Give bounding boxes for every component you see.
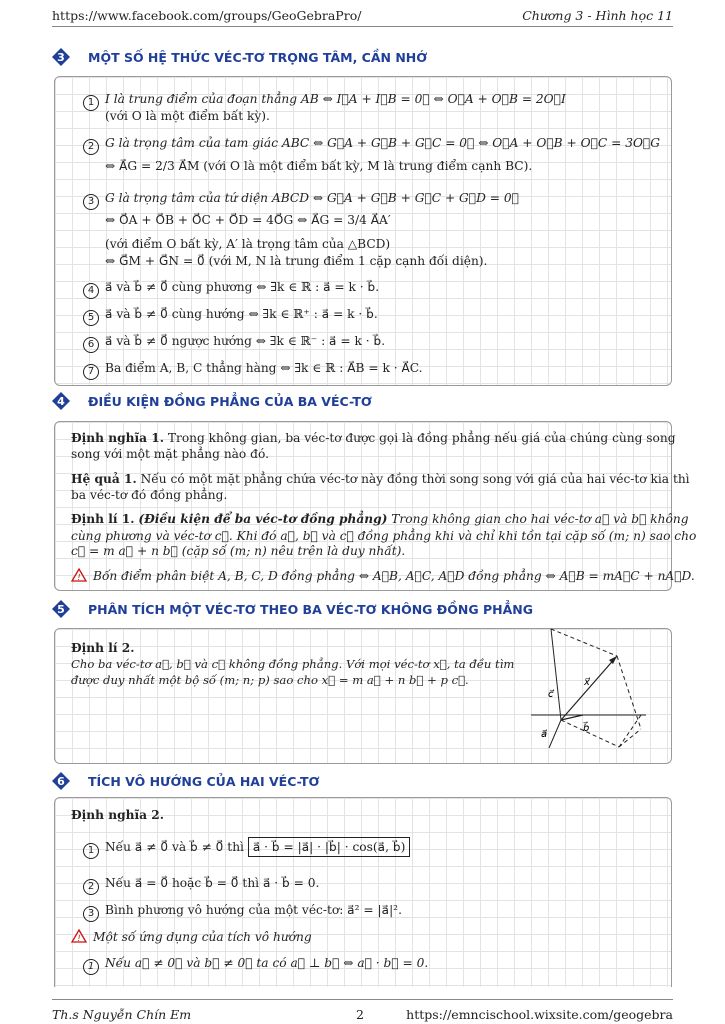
page-header <box>52 4 673 27</box>
dot-product-rule-3: 3 Bình phương vô hướng của một véc-tơ: a⃗² = |a⃗|². <box>83 903 402 922</box>
page-footer <box>52 999 673 1022</box>
warning-note: ! Bốn điểm phân biệt A, B, C, D đồng phẳng ⇔ A⃗B, A⃗C, A⃗D đồng phẳng ⇔ A⃗B = mA⃗C + nA⃗D. <box>71 568 695 583</box>
applications-note: ! Một số ứng dụng của tích vô hướng <box>71 929 312 944</box>
section-3-box <box>54 76 672 386</box>
definition-1-line2: song với một mặt phẳng nào đó. <box>71 447 269 461</box>
theorem-2-label: Định lí 2. <box>71 641 135 655</box>
svg-text:!: ! <box>77 573 81 582</box>
corollary-1: Hệ quả 1. Nếu có một mặt phẳng chứa véc-tơ này đồng thời song song với giá của hai véc-tơ kia thì <box>71 472 690 486</box>
header-url[interactable]: https://www.facebook.com/groups/GeoGebraPro/ <box>52 8 362 23</box>
dot-product-rule-2: 2 Nếu a⃗ = 0⃗ hoặc b⃗ = 0⃗ thì a⃗ · b⃗ = 0. <box>83 876 319 895</box>
section-6-box <box>54 797 672 987</box>
item-number: 7 <box>83 364 99 380</box>
theorem-1-line3: c⃗ = m a⃗ + n b⃗ (cặp số (m; n) nêu trên là duy nhất). <box>71 544 406 558</box>
x-arrowhead <box>609 656 617 664</box>
x-label: x⃗ <box>584 677 590 688</box>
corollary-1-line2: ba véc-tơ đó đồng phẳng. <box>71 488 228 502</box>
a-label: a⃗ <box>541 729 548 740</box>
item-6: 6 a⃗ và b⃗ ≠ 0⃗ ngược hướng ⇔ ∃k ∈ ℝ⁻ : a⃗ = k · b⃗. <box>83 334 385 353</box>
dot-product-formula-box: a⃗ · b⃗ = |a⃗| · |b⃗| · cos(a⃗, b⃗) <box>248 837 411 857</box>
b-label: b⃗ <box>583 723 590 734</box>
application-1: 1 Nếu a⃗ ≠ 0⃗ và b⃗ ≠ 0⃗ ta có a⃗ ⊥ b⃗ ⇔ a⃗ · b⃗ = 0. <box>83 956 428 975</box>
item-4: 4 a⃗ và b⃗ ≠ 0⃗ cùng phương ⇔ ∃k ∈ ℝ : a⃗ = k · b⃗. <box>83 280 379 299</box>
item-3-line3: (với điểm O bất kỳ, A′ là trọng tâm của △BCD) <box>105 237 391 251</box>
dashed-edge <box>617 656 641 729</box>
item-number: 3 <box>83 194 99 210</box>
item-number: 4 <box>83 283 99 299</box>
item-2: 2 G là trọng tâm của tam giác ABC ⇔ G⃗A + G⃗B + G⃗C = 0⃗ ⇔ O⃗A + O⃗B + O⃗C = 3O⃗G <box>83 136 660 155</box>
dot-product-rule-1: 1 Nếu a⃗ ≠ 0⃗ và b⃗ ≠ 0⃗ thì a⃗ · b⃗ = |a⃗| · |b⃗| · cos(a⃗, b⃗) <box>83 840 410 859</box>
section-4-box <box>54 421 697 591</box>
item-number: 2 <box>83 879 99 895</box>
section-number-badge <box>52 48 70 66</box>
section-5-box <box>54 628 672 764</box>
item-number: 1 <box>83 959 99 975</box>
item-3-line2: ⇔ O⃗A + O⃗B + O⃗C + O⃗D = 4O⃗G ⇔ A⃗G = 3/4 A⃗A′ <box>105 213 391 227</box>
section-number: 6 <box>57 775 65 788</box>
c-label: c⃗ <box>548 689 554 700</box>
section-number-badge <box>52 392 70 410</box>
section-number: 5 <box>57 603 65 616</box>
dashed-edge <box>561 720 619 747</box>
section-number-badge <box>52 600 70 618</box>
theorem-2-line1: Cho ba véc-tơ a⃗, b⃗ và c⃗ không đồng phẳng. Với mọi véc-tơ x⃗, ta đều tìm <box>71 657 515 671</box>
theorem-2-line2: được duy nhất một bộ số (m; n; p) sao cho x⃗ = m a⃗ + n b⃗ + p c⃗. <box>71 673 469 687</box>
section-number-badge <box>52 772 70 790</box>
footer-site-link[interactable]: https://emncischool.wixsite.com/geogebra <box>406 1007 673 1022</box>
item-7: 7 Ba điểm A, B, C thẳng hàng ⇔ ∃k ∈ ℝ : A⃗B = k · A⃗C. <box>83 361 423 380</box>
section-number: 4 <box>57 395 65 408</box>
theorem-1: Định lí 1. (Điều kiện để ba véc-tơ đồng phẳng) Trong không gian cho hai véc-tơ a⃗ và b⃗ không <box>71 512 689 526</box>
section-title: TÍCH VÔ HƯỚNG CỦA HAI VÉC-TƠ <box>88 774 320 789</box>
warning-icon <box>71 929 87 943</box>
a-vector-line <box>549 720 561 748</box>
svg-text:!: ! <box>77 934 81 943</box>
x-vector-line <box>561 656 617 720</box>
item-number: 1 <box>83 843 99 859</box>
section-number: 3 <box>57 51 65 64</box>
section-title: MỘT SỐ HỆ THỨC VÉC-TƠ TRỌNG TÂM, CẦN NHỚ <box>88 50 428 65</box>
dashed-edge <box>619 715 641 747</box>
section-title: PHÂN TÍCH MỘT VÉC-TƠ THEO BA VÉC-TƠ KHÔNG ĐỒNG PHẲNG <box>88 602 533 617</box>
definition-2-label: Định nghĩa 2. <box>71 808 164 822</box>
item-3: 3 G là trọng tâm của tứ diện ABCD ⇔ G⃗A + G⃗B + G⃗C + G⃗D = 0⃗ <box>83 191 519 210</box>
theorem-1-line2: cùng phương và véc-tơ c⃗. Khi đó a⃗, b⃗ và c⃗ đồng phẳng khi và chỉ khi tồn tại cặp số (m; n) sao cho <box>71 529 697 543</box>
item-1-line2: (với O là một điểm bất kỳ). <box>105 109 270 123</box>
warning-icon <box>71 568 87 582</box>
vector-decomposition-figure <box>521 623 671 763</box>
item-number: 5 <box>83 310 99 326</box>
c-vector-line <box>551 629 561 720</box>
item-1: 1 I là trung điểm của đoạn thẳng AB ⇔ I⃗A + I⃗B = 0⃗ ⇔ O⃗A + O⃗B = 2O⃗I <box>83 92 566 111</box>
footer-author: Th.s Nguyễn Chín Em <box>52 1007 192 1022</box>
section-title: ĐIỀU KIỆN ĐỒNG PHẲNG CỦA BA VÉC-TƠ <box>88 394 372 409</box>
dashed-edge <box>619 729 641 747</box>
item-5: 5 a⃗ và b⃗ ≠ 0⃗ cùng hướng ⇔ ∃k ∈ ℝ⁺ : a⃗ = k · b⃗. <box>83 307 378 326</box>
item-number: 2 <box>83 139 99 155</box>
definition-1: Định nghĩa 1. Trong không gian, ba véc-tơ được gọi là đồng phẳng nếu giá của chúng cùng song <box>71 431 676 445</box>
item-number: 3 <box>83 906 99 922</box>
item-number: 1 <box>83 95 99 111</box>
dashed-edge <box>551 629 617 656</box>
item-number: 6 <box>83 337 99 353</box>
page-number: 2 <box>356 1007 364 1022</box>
item-3-line4: ⇔ G⃗M + G⃗N = 0⃗ (với M, N là trung điểm 1 cặp cạnh đối diện). <box>105 254 488 268</box>
header-chapter: Chương 3 - Hình học 11 <box>522 8 673 23</box>
item-2-line2: ⇔ A⃗G = 2/3 A⃗M (với O là một điểm bất kỳ, M là trung điểm cạnh BC). <box>105 159 533 173</box>
